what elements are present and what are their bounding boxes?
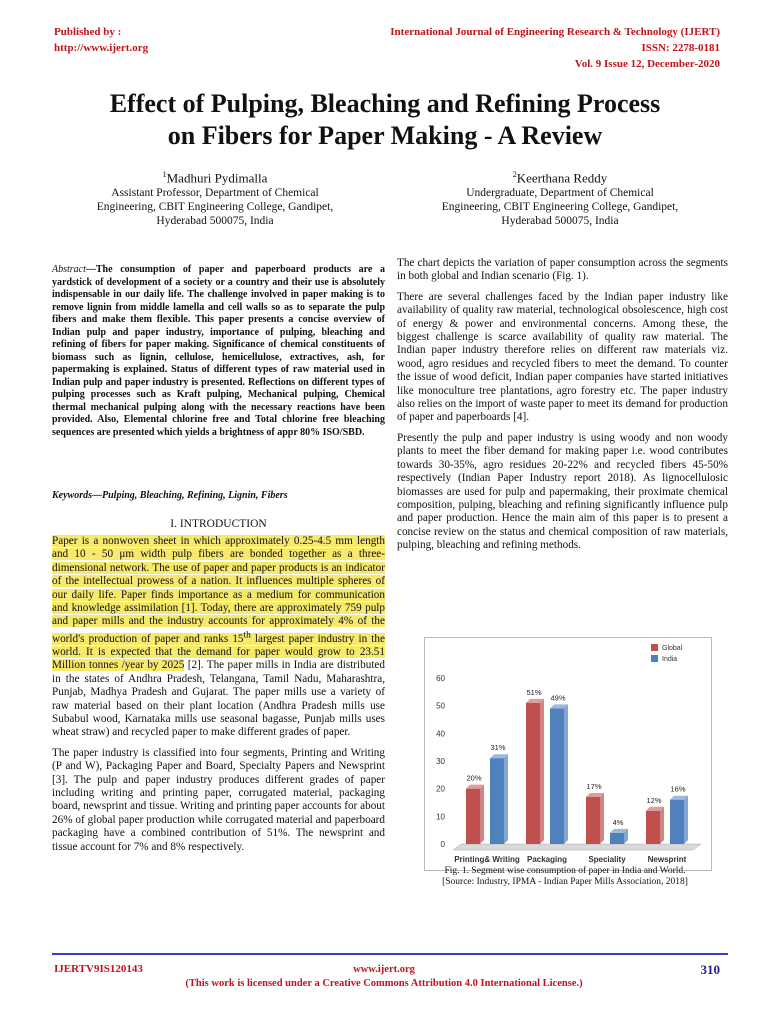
author-2-sup: 2: [512, 170, 517, 179]
bar-side-india: [564, 704, 568, 844]
page-number: 310: [700, 962, 720, 977]
bar-india: [490, 758, 504, 844]
paper-title: [40, 88, 730, 152]
right-column-text: [397, 257, 728, 560]
ordinal-suffix: th: [243, 629, 251, 640]
bar-global: [466, 789, 480, 844]
title-line-1: Effect of Pulping, Bleaching and Refining Process: [109, 89, 661, 118]
author-1: [55, 167, 375, 228]
author-1-name: Madhuri Pydimalla: [166, 170, 268, 186]
footer-url-link[interactable]: www.ijert.org: [353, 964, 415, 975]
license-note: (This work is licensed under a Creative Commons Attribution 4.0 International License.): [185, 978, 583, 989]
x-tick-label: Speciality: [588, 855, 626, 864]
abstract-label: Abstract: [52, 264, 86, 275]
author-1-affil-1: Assistant Professor, Department of Chemical: [111, 187, 319, 200]
bar-side-global: [480, 785, 484, 844]
bar-global: [586, 797, 600, 844]
bar-side-global: [540, 699, 544, 844]
y-tick-label: 30: [436, 757, 445, 766]
data-label: 17%: [586, 781, 602, 791]
header-left: [54, 24, 148, 56]
bar-india: [610, 833, 624, 844]
keywords: Keywords—Pulping, Bleaching, Refining, Lignin, Fibers: [52, 490, 288, 501]
right-paragraph-2: There are several challenges faced by the Indian paper industry like availability of quality raw material, technological obsolescence, high cost of energy & power and environmental concerns. Among these, the biggest challenge is scarce availability of quality raw material. The Indian paper industry therefore relies on different raw materials viz. wood, agro residues and recycled fibers to meet the demand. To counter the issue of wood deficit, Indian paper companies have started initiatives like monoculture tree plantations, agro forestry etc. The paper industry also relies on the import of waste paper to meet its demand for production of paper and paperboards [4].: [397, 290, 728, 424]
intro-paragraph-1: [52, 535, 385, 740]
data-label: 16%: [670, 784, 686, 794]
author-2-affil-2: Engineering, CBIT Engineering College, Gandipet,: [441, 201, 679, 214]
bar-side-india: [684, 796, 688, 844]
x-tick-label: Newsprint: [647, 855, 687, 864]
x-tick-label: Printing& Writing: [454, 855, 520, 864]
issn: ISSN: 2278-0181: [641, 42, 720, 54]
bar-side-global: [600, 793, 604, 844]
intro-paragraph-1-rest: [2]. The paper mills in India are distributed in the states of Andhra Pradesh, Telangana, Tamil Nadu, Maharashtra, Punjab, Madhya Pradesh and Gujarat. The paper mills use a variety of raw material based on their plant location (Andhra Pradesh mills use Subabul wood, Karnataka mills use seasonal bagasse, Punjab mills uses wheat straw) and recycled paper to make different grades of paper.: [52, 659, 385, 739]
data-label: 20%: [466, 773, 482, 783]
data-label: 31%: [490, 743, 506, 753]
chart-floor: [453, 844, 701, 850]
bar-global: [526, 703, 540, 844]
legend-swatch-global: [651, 644, 658, 651]
bar-global: [646, 811, 660, 844]
bar-chart-svg: [425, 638, 711, 870]
legend-label-india: India: [662, 656, 678, 663]
y-tick-label: 40: [436, 729, 445, 739]
author-2-name: Keerthana Reddy: [516, 170, 608, 186]
figure-1-caption: [400, 866, 730, 888]
paper-id: IJERTV9IS120143: [54, 963, 143, 975]
journal-url-link[interactable]: http://www.ijert.org: [54, 42, 149, 54]
highlight-part-2: largest paper industry in the world. It is expected that the demand for paper would grow to 23.51 Million tonnes /year by 2025: [52, 632, 385, 672]
y-tick-label: 20: [436, 784, 445, 794]
bar-side-india: [504, 754, 508, 844]
footer-rule: [52, 953, 728, 955]
author-1-affil-2: Engineering, CBIT Engineering College, Gandipet,: [96, 201, 334, 214]
caption-line-2: [Source: Industry, IPMA - Indian Paper Mills Association, 2018]: [442, 877, 688, 887]
author-2-affil-3: Hyderabad 500075, India: [501, 215, 619, 228]
right-paragraph-1: The chart depicts the variation of paper consumption across the segments in both global and Indian scenario (Fig. 1).: [397, 257, 728, 283]
caption-line-1: Fig. 1. Segment wise consumption of paper in India and World.: [444, 866, 686, 876]
y-tick-label: 0: [440, 840, 445, 849]
right-paragraph-3: Presently the pulp and paper industry is using woody and non woody plants to meet the fiber demand for making paper i.e. wood contributes towards 30-35%, agro residues 20-22% and recycled fibers 45-50% respectively (Indian Paper Industry report 2018). As lignocellulosic biomasses are used for pulp and papermaking, their proximate chemical composition, pulping, bleaching and refining significantly influence pulp and paper production. Hence the main aim of this paper is to present a concise review on the status and chemical composition of raw materials, pulping, bleaching and refining methods.: [397, 431, 728, 552]
abstract: [52, 264, 385, 439]
bar-india: [670, 800, 684, 844]
intro-paragraph-2: The paper industry is classified into four segments, Printing and Writing (P and W), Packaging Paper and Board, Specialty Papers and Newsprint [3]. The pulp and paper industry produces different grades of paper including writing and printing paper, corrugated material, packaging board, newsprint and tissue. Writing and printing paper accounts for about 26% of global paper production while corrugated material and paperboard packaging have a combined contribution of 51%. The newsprint and tissue account for 7% and 8% respectively.: [52, 746, 385, 853]
y-tick-label: 10: [436, 812, 445, 822]
title-line-2: on Fibers for Paper Making - A Review: [167, 121, 603, 150]
data-label: 4%: [612, 817, 624, 827]
abstract-text: —The consumption of paper and paperboard products are a yardstick of development of a society or a country and their use is absolutely indispensable in our daily life. The challenge involved in paper making is to remove lignin from middle lamella and cell walls so as to separate the pulp fibers and make them flexible. This paper presents a concise overview of Indian pulp and paper industry, importance of pulping, bleaching and refining of fibers for paper making. Significance of chemical constituents of biomass such as lignin, cellulose, hemicellulose, extractives, ash, for papermaking is explained. Status of different types of raw material used in Indian pulp and paper industry is presented. Reflections on different types of pulping processes such as Kraft pulping, Mechanical pulping, Chemical thermal mechanical pulping along with the necessary reactions have been provided. Also, Elemental chlorine free and Total chlorine free bleaching sequences are presented which yields a brightness of appr 80% ISO/SBD.: [52, 264, 385, 438]
author-2-affil-1: Undergraduate, Department of Chemical: [466, 187, 654, 200]
bar-india: [550, 708, 564, 844]
bar-side-global: [660, 807, 664, 844]
footer-center: [0, 963, 768, 991]
header-right: [390, 24, 720, 72]
introduction-body: [52, 535, 385, 861]
y-tick-label: 60: [436, 674, 445, 683]
y-tick-label: 50: [436, 701, 445, 711]
volume: Vol. 9 Issue 12, December-2020: [574, 58, 720, 70]
legend-label-global: Global: [662, 645, 683, 652]
legend-swatch-india: [651, 655, 658, 662]
section-heading-introduction: I. INTRODUCTION: [170, 518, 267, 530]
data-label: 51%: [526, 687, 542, 697]
published-by: Published by :: [54, 26, 122, 38]
journal-name: International Journal of Engineering Research & Technology (IJERT): [390, 26, 720, 38]
data-label: 49%: [550, 693, 566, 703]
highlighted-text: [52, 535, 385, 671]
author-1-affil-3: Hyderabad 500075, India: [156, 215, 274, 228]
x-tick-label: Packaging: [526, 855, 568, 864]
author-2: [400, 167, 720, 228]
data-label: 12%: [646, 795, 662, 805]
figure-1-chart: [424, 637, 712, 871]
highlight-part-1: Paper is a nonwoven sheet in which approximately 0.25-4.5 mm length and 10 - 50 μm width pulp fibers are bonded together as a three-dimensional network. The use of paper and paper products is an indicator of the intellectual prowess of a nation. It influences multiple spheres of our daily life. Paper finds importance as a medium for communication and knowledge assimilation [1]. Today, there are approximately 759 pulp and paper mills and the industry accounts for approximately 4% of the world's production of paper and ranks 15: [52, 535, 385, 645]
author-1-sup: 1: [162, 170, 167, 179]
